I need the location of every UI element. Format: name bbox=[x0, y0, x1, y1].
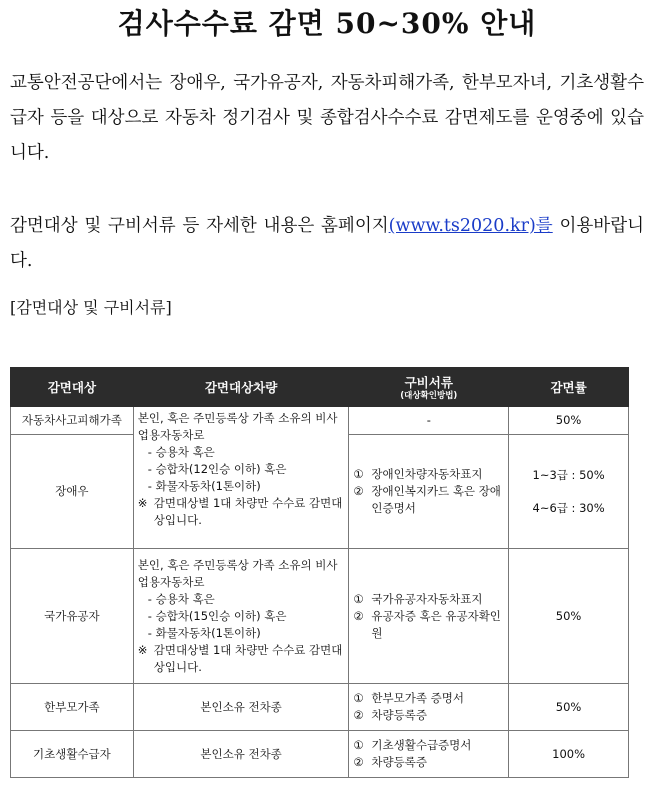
doc-item bbox=[353, 737, 504, 754]
section-title: [감면대상 및 구비서류] bbox=[10, 298, 172, 317]
target-cell: 한부모가족 bbox=[11, 684, 134, 731]
table-row bbox=[11, 549, 629, 684]
intro-paragraph: 교통안전공단에서는 장애우, 국가유공자, 자동차피해가족, 한부모자녀, 기초생활수급자 등을 대상으로 자동차 정기검사 및 종합검사수수료 감면제도를 운영중에 있습니다. bbox=[10, 73, 644, 163]
doc-text: 한부모가족 증명서 bbox=[371, 691, 464, 705]
header-docs-label: 구비서류 bbox=[404, 374, 453, 390]
target-cell: 장애우 bbox=[11, 435, 134, 549]
doc-mark: ② bbox=[353, 484, 364, 498]
doc-text: 기초생활수급증명서 bbox=[371, 738, 472, 752]
doc-text: 차량등록증 bbox=[371, 708, 427, 722]
header-docs-sub: (대상확인방법) bbox=[400, 390, 458, 401]
vehicle-cell: 본인소유 전차종 bbox=[133, 684, 349, 731]
header-vehicle: 감면대상차량 bbox=[133, 368, 349, 407]
doc-item bbox=[353, 690, 504, 707]
doc-mark: ② bbox=[353, 755, 364, 769]
vehicle-item: - 승합차(15인승 이하) 혹은 bbox=[147, 608, 287, 623]
rate-cell: 100% bbox=[509, 731, 629, 778]
note-mark: ※ bbox=[137, 496, 148, 510]
rate-grade-b: 4~6급 : 30% bbox=[532, 500, 605, 515]
doc-mark: ② bbox=[353, 608, 364, 623]
doc-mark: ① bbox=[353, 691, 364, 705]
header-rate: 감면률 bbox=[509, 368, 629, 407]
vehicle-item: - 화물자동차(1톤이하) bbox=[147, 479, 261, 493]
guide-paragraph bbox=[10, 209, 644, 279]
doc-text: 국가유공자자동차표지 bbox=[371, 591, 483, 606]
note-text: 감면대상별 1대 차량만 수수료 감면대상입니다. bbox=[153, 642, 343, 674]
header-docs bbox=[349, 368, 509, 407]
vehicle-item: - 승합차(12인승 이하) 혹은 bbox=[147, 462, 287, 476]
rate-grade-a: 1~3급 : 50% bbox=[532, 467, 605, 482]
doc-text: 유공자증 혹은 유공자확인원 bbox=[371, 608, 501, 640]
target-cell: 국가유공자 bbox=[11, 549, 134, 684]
rate-cell bbox=[509, 435, 629, 549]
vehicle-note bbox=[138, 642, 345, 676]
doc-mark: ① bbox=[353, 738, 364, 752]
reduction-table bbox=[10, 367, 629, 778]
docs-cell bbox=[349, 549, 509, 684]
target-cell: 자동차사고피해가족 bbox=[11, 407, 134, 435]
table-row bbox=[11, 731, 629, 778]
header-target: 감면대상 bbox=[11, 368, 134, 407]
doc-item bbox=[353, 483, 504, 517]
docs-cell bbox=[349, 435, 509, 549]
table-row bbox=[11, 684, 629, 731]
guide-text-end: 이용바랍니다. bbox=[10, 216, 644, 271]
docs-cell: - bbox=[349, 407, 509, 435]
vehicle-cell bbox=[133, 407, 349, 549]
doc-item bbox=[353, 754, 504, 771]
guide-text: 감면대상 및 구비서류 등 자세한 내용은 홈페이지 bbox=[10, 216, 389, 236]
vehicle-note bbox=[138, 495, 345, 529]
doc-item bbox=[353, 608, 504, 642]
docs-cell bbox=[349, 684, 509, 731]
vehicle-lead: 본인, 혹은 주민등록상 가족 소유의 비사업용자동차로 bbox=[137, 411, 338, 442]
table-row bbox=[11, 407, 629, 435]
vehicle-item: - 승용차 혹은 bbox=[147, 445, 215, 459]
doc-text: 차량등록증 bbox=[371, 755, 427, 769]
vehicle-item: - 화물자동차(1톤이하) bbox=[147, 625, 261, 640]
rate-cell: 50% bbox=[509, 407, 629, 435]
doc-mark: ① bbox=[353, 591, 364, 606]
doc-item bbox=[353, 466, 504, 483]
doc-mark: ② bbox=[353, 708, 364, 722]
homepage-link[interactable]: (www.ts2020.kr)를 bbox=[388, 216, 553, 236]
doc-item bbox=[353, 707, 504, 724]
note-text: 감면대상별 1대 차량만 수수료 감면대상입니다. bbox=[153, 496, 343, 527]
page-title: 검사수수료 감면 50~30% 안내 bbox=[117, 7, 537, 40]
doc-item bbox=[353, 591, 504, 608]
vehicle-cell bbox=[133, 549, 349, 684]
target-cell: 기초생활수급자 bbox=[11, 731, 134, 778]
vehicle-lead: 본인, 혹은 주민등록상 가족 소유의 비사업용자동차로 bbox=[137, 557, 338, 589]
doc-text: 장애인차량자동차표지 bbox=[371, 467, 483, 481]
vehicle-cell: 본인소유 전차종 bbox=[133, 731, 349, 778]
docs-cell bbox=[349, 731, 509, 778]
rate-cell: 50% bbox=[509, 684, 629, 731]
doc-text: 장애인복지카드 혹은 장애인증명서 bbox=[371, 484, 501, 515]
note-mark: ※ bbox=[137, 642, 148, 657]
vehicle-item: - 승용차 혹은 bbox=[147, 591, 215, 606]
doc-mark: ① bbox=[353, 467, 364, 481]
rate-cell: 50% bbox=[509, 549, 629, 684]
